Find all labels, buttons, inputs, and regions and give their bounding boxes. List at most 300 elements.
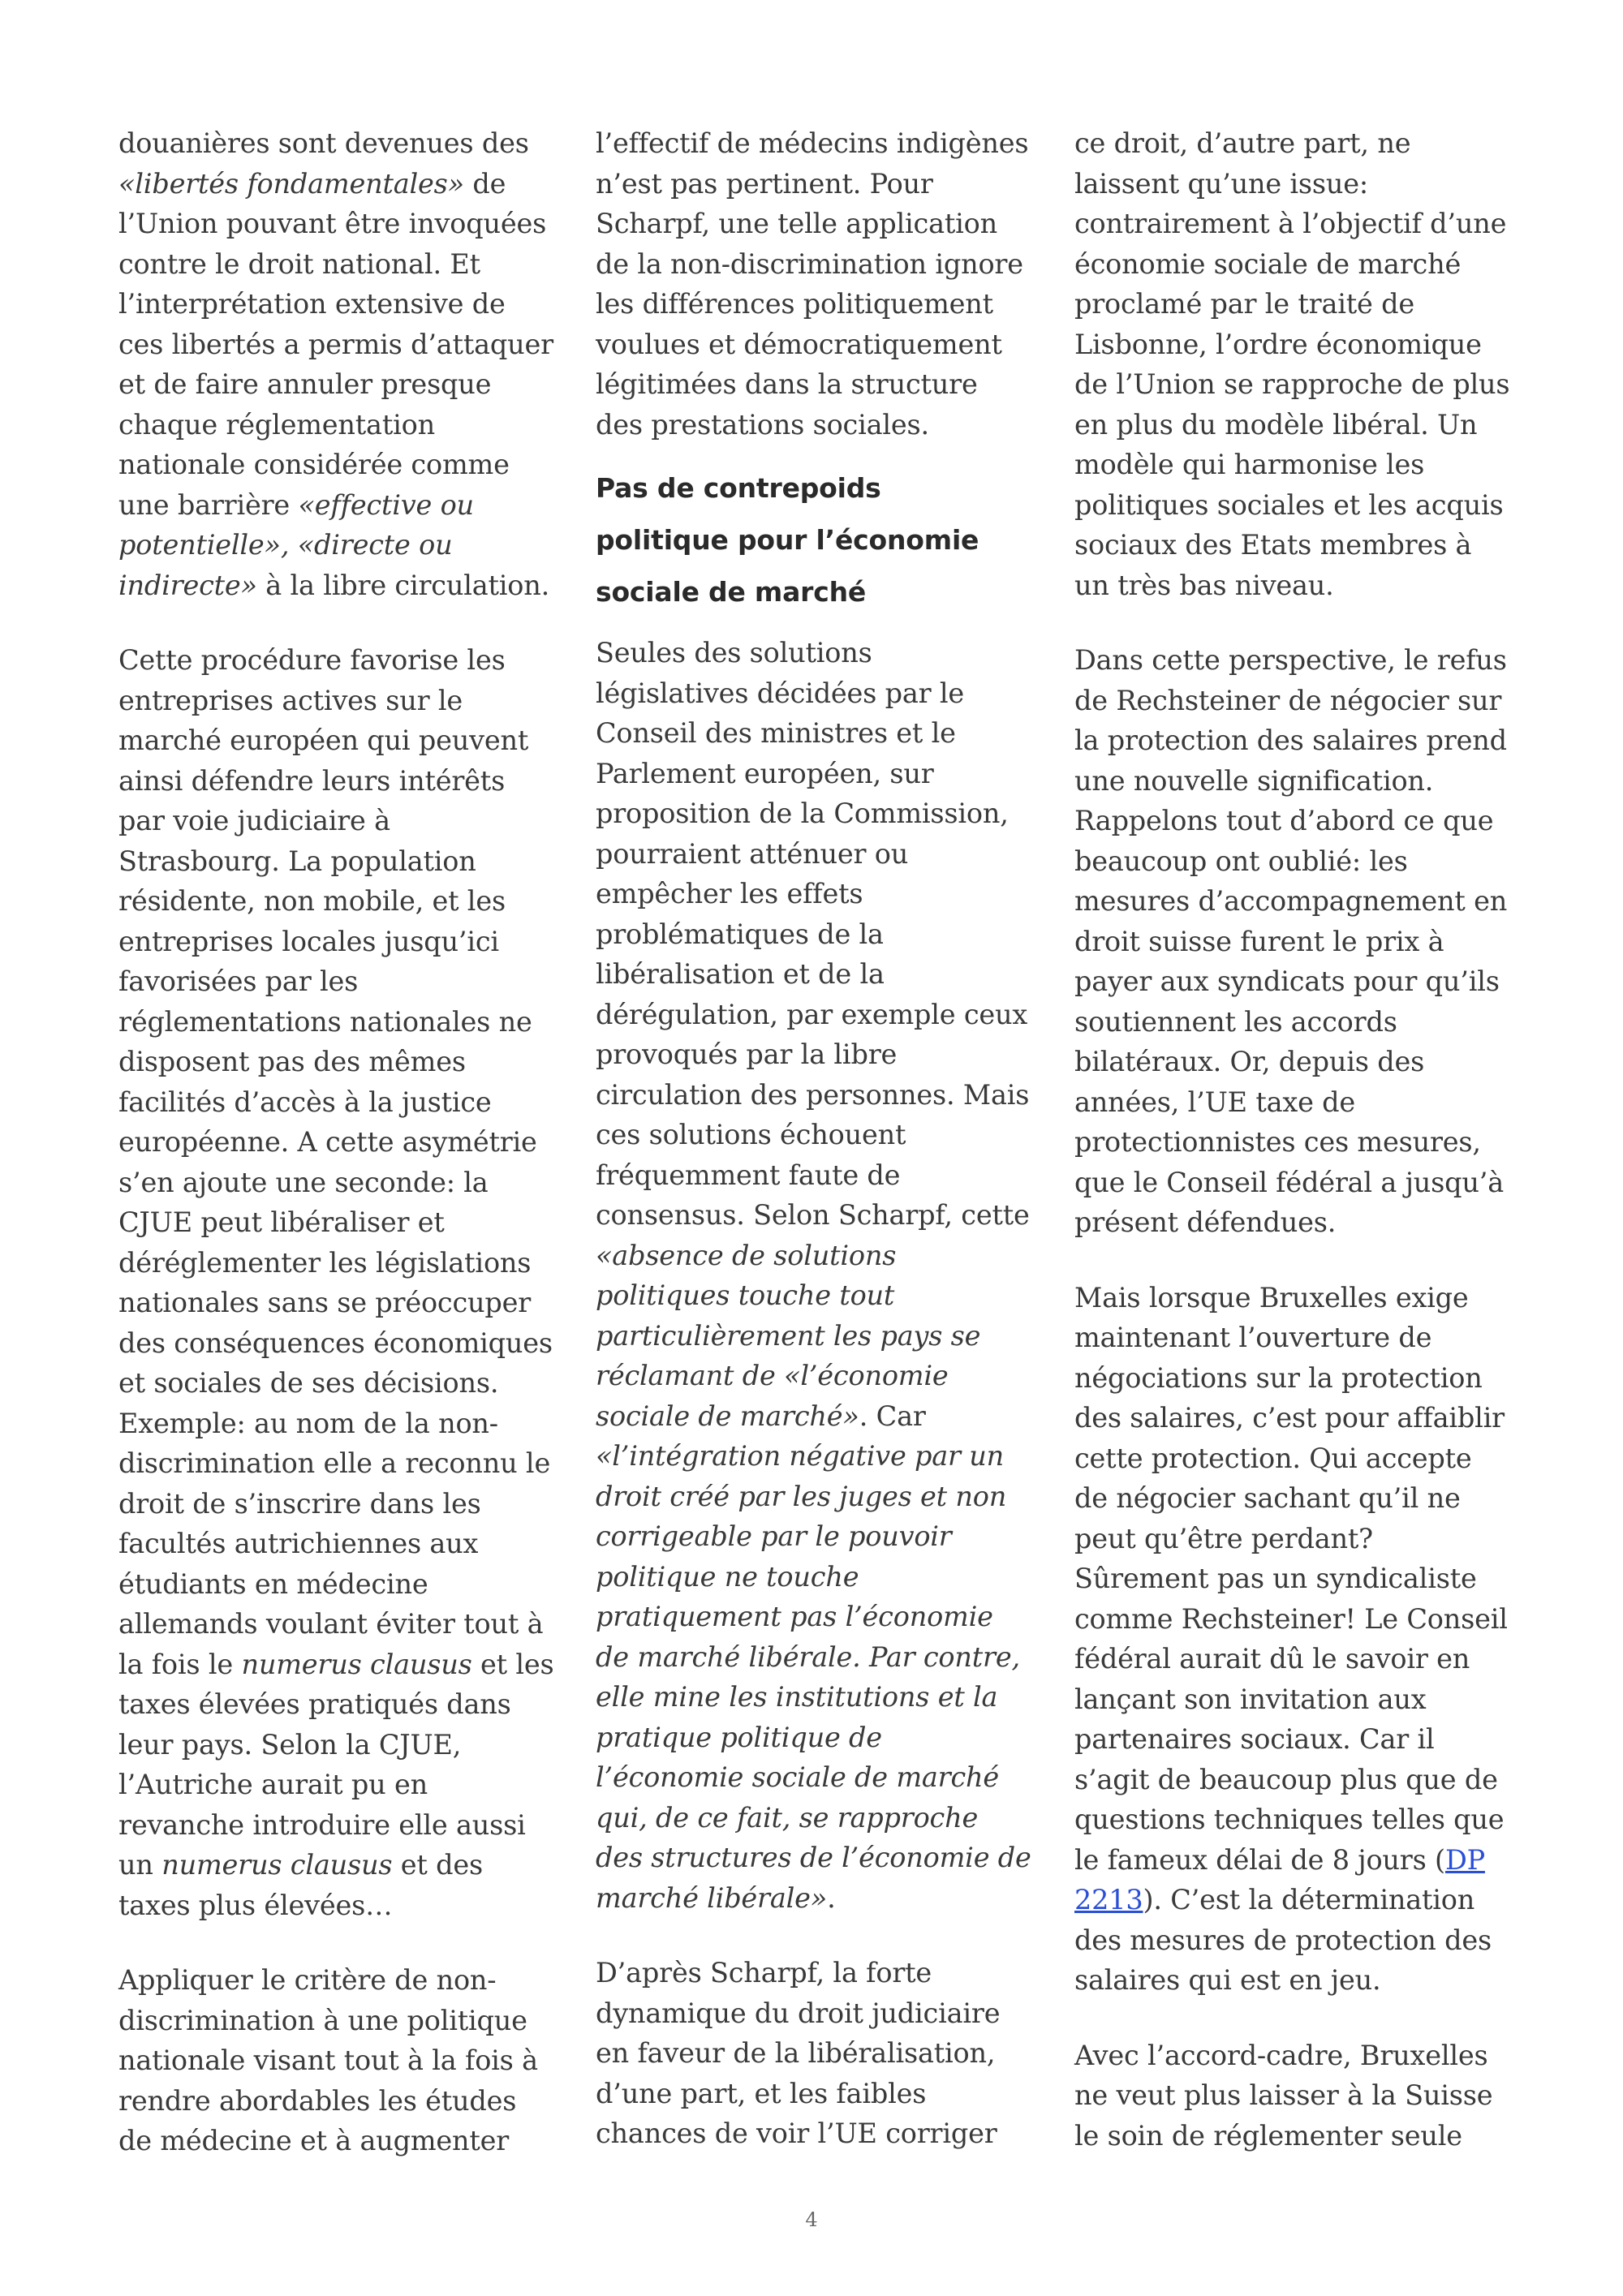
text-line (1074, 1163, 1522, 1203)
text-run: et les (471, 1648, 554, 1680)
text-line (596, 1316, 1044, 1357)
text-line (118, 961, 566, 1002)
text-run: droit suisse furent le prix à (1074, 925, 1444, 957)
text-line (596, 673, 1044, 714)
text-line (1074, 2036, 1522, 2076)
text-run: nationale visant tout à la fois à (118, 2044, 538, 2076)
text-run: beaucoup ont oublié: les (1074, 845, 1408, 877)
text-run: l’effectif de médecins indigènes (596, 127, 1029, 159)
text-run: salaires qui est en jeu. (1074, 1964, 1381, 1996)
text-run: la fois le (118, 1648, 242, 1680)
text-run: Parlement européen, sur (596, 757, 934, 789)
text-line (118, 2121, 566, 2161)
text-line (1074, 1960, 1522, 2001)
text-line (1074, 1760, 1522, 1800)
text-line (118, 1684, 566, 1725)
text-line (1074, 1278, 1522, 1318)
text-run: nationales sans se préoccuper (118, 1287, 532, 1318)
text-run: une nouvelle signification. (1074, 764, 1434, 797)
text-line (118, 525, 566, 565)
text-line (118, 640, 566, 681)
text-run: législatives décidées par le (596, 677, 965, 709)
text-line (118, 1363, 566, 1404)
section-heading (596, 462, 1044, 618)
text-line (596, 1275, 1044, 1316)
text-run: proposition de la Commission, (596, 798, 1009, 829)
italic-text: droit créé par les juges et non (596, 1480, 1007, 1512)
text-run: comme Rechsteiner! Le Conseil (1074, 1602, 1508, 1635)
column-1 (118, 123, 566, 2161)
text-run: de Rechsteiner de négocier sur (1074, 684, 1502, 716)
text-line (596, 1356, 1044, 1396)
text-line (596, 914, 1044, 955)
text-run: voulues et démocratiquement (596, 328, 1002, 360)
text-run: les différences politiquement (596, 288, 993, 320)
text-run: fréquemment faute de (596, 1159, 901, 1191)
text-line (596, 1236, 1044, 1276)
reference-link[interactable]: 2213 (1074, 1884, 1143, 1915)
text-run: douanières sont devenues des (118, 127, 529, 159)
text-run: Sûrement pas un syndicaliste (1074, 1563, 1477, 1594)
text-line (118, 164, 566, 204)
text-run: Strasbourg. La population (118, 845, 476, 877)
text-run: cette protection. Qui accepte (1074, 1442, 1472, 1474)
text-line (118, 1042, 566, 1082)
text-line (118, 1484, 566, 1524)
text-line (118, 1163, 566, 1203)
italic-text: de marché libérale. Par contre, (596, 1640, 1020, 1673)
text-run: bilatéraux. Or, depuis des (1074, 1046, 1425, 1077)
text-run: politiques sociales et les acquis (1074, 488, 1504, 521)
text-run: étudiants en médecine (118, 1567, 428, 1600)
text-line (118, 204, 566, 244)
text-line (596, 244, 1044, 285)
text-line (118, 1765, 566, 1805)
italic-text: corrigeable par le pouvoir (596, 1520, 952, 1552)
text-run: maintenant l’ouverture de (1074, 1322, 1432, 1353)
text-line (118, 123, 566, 164)
text-run: protectionnistes ces mesures, (1074, 1126, 1481, 1158)
text-run: Mais lorsque Bruxelles exige (1074, 1281, 1469, 1314)
text-run: à la libre circulation. (256, 569, 550, 601)
italic-text: particulièrement les pays se (596, 1319, 981, 1352)
text-line (1074, 761, 1522, 802)
text-run: ces libertés a permis d’attaquer (118, 328, 553, 360)
text-line (118, 1122, 566, 1163)
text-run: économie sociale de marché (1074, 247, 1462, 280)
italic-text: elle mine les institutions et la (596, 1681, 998, 1713)
text-run: une barrière (118, 488, 299, 521)
text-run: provoqués par la libre (596, 1038, 898, 1070)
text-run: ne veut plus laisser à la Suisse (1074, 2079, 1493, 2111)
text-line (1074, 801, 1522, 841)
text-run: chaque réglementation (118, 408, 435, 441)
text-run: ainsi défendre leurs intérêts (118, 764, 506, 797)
text-run: sociaux des Etats membres à (1074, 529, 1472, 561)
text-line (1074, 1599, 1522, 1640)
paragraph (596, 633, 1044, 1918)
text-line (118, 1323, 566, 1364)
text-line (1074, 1880, 1522, 1920)
text-run: l’interprétation extensive de (118, 288, 506, 320)
text-run: nationale considérée comme (118, 449, 510, 480)
text-line (118, 405, 566, 445)
text-line (118, 1283, 566, 1323)
text-line (1074, 525, 1522, 565)
paragraph (118, 123, 566, 605)
text-line (596, 325, 1044, 365)
text-run: questions techniques telles que (1074, 1804, 1505, 1835)
text-run: payer aux syndicats pour qu’ils (1074, 965, 1500, 997)
text-run: facilités d’accès à la justice (118, 1086, 492, 1118)
text-line (1074, 881, 1522, 922)
text-run: et sociales de ses décisions. (118, 1367, 499, 1399)
text-run: D’après Scharpf, la forte (596, 1957, 932, 1989)
text-line (118, 761, 566, 802)
text-run: droit de s’inscrire dans les (118, 1487, 481, 1520)
text-line (118, 1885, 566, 1926)
text-line (118, 1524, 566, 1564)
text-line (1074, 841, 1522, 882)
column-3 (1074, 123, 1522, 2156)
paragraph (596, 1953, 1044, 2154)
text-line (1074, 325, 1522, 365)
text-line (596, 1075, 1044, 1116)
text-run: des mesures de protection des (1074, 1924, 1492, 1956)
text-run: de la non-discrimination ignore (596, 247, 1023, 280)
text-line (1074, 123, 1522, 164)
text-line (596, 2033, 1044, 2074)
reference-link[interactable]: DP (1444, 1843, 1485, 1876)
text-run: Conseil des ministres et le (596, 717, 956, 749)
text-line (118, 1243, 566, 1283)
text-run: s’agit de beaucoup plus que de (1074, 1763, 1498, 1795)
text-run: leur pays. Selon la CJUE, (118, 1728, 462, 1761)
text-run: en faveur de la libéralisation, (596, 2037, 996, 2069)
text-line (118, 1725, 566, 1765)
text-run: Rappelons tout d’abord ce que (1074, 805, 1494, 836)
text-run: un très bas niveau. (1074, 569, 1334, 601)
text-run: entreprises locales jusqu’ici (118, 925, 499, 957)
text-run: Lisbonne, l’ordre économique (1074, 328, 1482, 360)
italic-text: «absence de solutions (596, 1239, 897, 1271)
text-run: mesures d’accompagnement en (1074, 885, 1508, 917)
italic-text: «l’intégration négative par un (596, 1440, 1005, 1472)
text-line (596, 1557, 1044, 1597)
text-line (596, 1477, 1044, 1517)
paragraph (1074, 640, 1522, 1243)
text-run: disposent pas des mêmes (118, 1046, 466, 1077)
text-run: pourraient atténuer ou (596, 837, 909, 870)
text-line (1074, 2075, 1522, 2116)
text-line (118, 565, 566, 606)
text-run: n’est pas pertinent. Pour (596, 167, 933, 200)
text-line (1074, 1002, 1522, 1043)
text-line (596, 284, 1044, 325)
text-line (118, 841, 566, 882)
italic-text: marché libérale» (596, 1881, 828, 1914)
text-run: ). C’est la détermination (1143, 1884, 1475, 1915)
text-line (596, 1396, 1044, 1437)
text-line (118, 1960, 566, 2001)
text-line (596, 164, 1044, 204)
text-line (1074, 565, 1522, 606)
text-run: par voie judiciaire à (118, 805, 390, 836)
text-line (1074, 405, 1522, 445)
paragraph (596, 123, 1044, 445)
text-line (596, 1516, 1044, 1557)
text-line (596, 1838, 1044, 1878)
text-line (596, 1993, 1044, 2034)
text-line (596, 834, 1044, 875)
italic-text: réclamant de «l’économie (596, 1360, 949, 1391)
text-line (1074, 164, 1522, 204)
text-line (596, 713, 1044, 754)
page-number: 4 (805, 2208, 818, 2231)
text-line (596, 1436, 1044, 1477)
text-run: discrimination elle a reconnu le (118, 1447, 551, 1479)
text-run: ce droit, d’autre part, ne (1074, 127, 1411, 159)
italic-text: indirecte» (118, 569, 257, 601)
text-run: CJUE peut libéraliser et (118, 1206, 445, 1238)
italic-text: numerus clausus (161, 1849, 393, 1881)
text-line (1074, 445, 1522, 485)
text-line (596, 1637, 1044, 1678)
text-run: années, l’UE taxe de (1074, 1086, 1356, 1118)
text-run: problématiques de la (596, 918, 884, 950)
italic-text: «effective ou (298, 488, 474, 521)
text-run: Appliquer le critère de non- (118, 1964, 497, 1996)
text-line (596, 995, 1044, 1035)
text-line (596, 754, 1044, 794)
text-line (1074, 961, 1522, 1002)
text-run: marché européen qui peuvent (118, 724, 529, 756)
text-run: empêcher les effets (596, 878, 863, 909)
paragraph (1074, 1278, 1522, 2001)
text-line (118, 720, 566, 761)
text-run: d’une part, et les faibles (596, 2077, 927, 2109)
text-run: s’en ajoute une seconde: la (118, 1166, 489, 1198)
text-line (118, 1845, 566, 1885)
text-run: . (827, 1881, 836, 1914)
text-line (1074, 1840, 1522, 1881)
text-line (118, 1443, 566, 1484)
text-line (596, 2074, 1044, 2114)
text-run: Exemple: au nom de la non- (118, 1407, 498, 1439)
text-line (596, 1034, 1044, 1075)
text-run: européenne. A cette asymétrie (118, 1126, 537, 1158)
text-line (118, 445, 566, 485)
text-line (1074, 1122, 1522, 1163)
text-run: de l’Union se rapproche de plus (1074, 368, 1510, 400)
text-run: en plus du modèle libéral. Un (1074, 408, 1478, 441)
text-run: Seules des solutions (596, 637, 872, 669)
text-line (1074, 922, 1522, 962)
text-run: libéralisation et de la (596, 958, 885, 990)
text-line (118, 2001, 566, 2041)
text-run: et de faire annuler presque (118, 368, 492, 400)
text-run: le fameux délai de 8 jours ( (1074, 1843, 1445, 1876)
text-run: la protection des salaires prend (1074, 724, 1507, 756)
text-line (1074, 1920, 1522, 1961)
text-run: revanche introduire elle aussi (118, 1808, 526, 1841)
text-run: facultés autrichiennes aux (118, 1528, 479, 1559)
text-run: chances de voir l’UE corriger (596, 2118, 997, 2149)
column-2 (596, 123, 1044, 2154)
italic-text: potentielle», «directe ou (118, 529, 453, 561)
text-line (596, 1115, 1044, 1155)
text-run: présent défendues. (1074, 1206, 1337, 1238)
text-line (1074, 1202, 1522, 1243)
text-line (118, 284, 566, 325)
text-line (596, 1677, 1044, 1718)
text-run: des prestations sociales. (596, 408, 929, 441)
italic-text: politiques touche tout (596, 1279, 895, 1311)
text-line (1074, 1639, 1522, 1679)
text-run: . Car (859, 1400, 926, 1432)
text-line (1074, 1042, 1522, 1082)
text-run: entreprises actives sur le (118, 684, 463, 716)
text-line (596, 1195, 1044, 1236)
text-line (118, 881, 566, 922)
text-line (1074, 364, 1522, 405)
italic-text: pratiquement pas l’économie (596, 1601, 993, 1632)
text-run: un (118, 1849, 162, 1881)
text-line (596, 405, 1044, 445)
text-line (1074, 244, 1522, 285)
text-line (1074, 204, 1522, 244)
text-line (118, 485, 566, 526)
text-run: Scharpf, une telle application (596, 208, 997, 239)
text-line (118, 2040, 566, 2081)
text-line (1074, 1559, 1522, 1599)
text-line (596, 1878, 1044, 1919)
text-run: peut qu’être perdant? (1074, 1522, 1373, 1554)
text-run: discrimination à une politique (118, 2004, 527, 2036)
text-run: partenaires sociaux. Car il (1074, 1723, 1435, 1755)
text-line (596, 1757, 1044, 1798)
text-line (596, 633, 1044, 673)
text-run: négociations sur la protection (1074, 1361, 1483, 1394)
text-line (1074, 1082, 1522, 1123)
text-run: et des (392, 1849, 484, 1881)
text-run: consensus. Selon Scharpf, cette (596, 1199, 1030, 1231)
text-line (118, 1002, 566, 1043)
text-line (596, 793, 1044, 834)
text-line (1074, 720, 1522, 761)
italic-text: numerus clausus (241, 1648, 472, 1680)
text-line (596, 954, 1044, 995)
text-run: le soin de réglementer seule (1074, 2119, 1462, 2152)
text-line (118, 801, 566, 841)
text-line (596, 874, 1044, 914)
paragraph (1074, 2036, 1522, 2156)
text-run: soutiennent les accords (1074, 1005, 1397, 1038)
text-line (1074, 1799, 1522, 1840)
text-run: laissent qu’une issue: (1074, 167, 1368, 200)
text-run: que le Conseil fédéral a jusqu’à (1074, 1166, 1505, 1198)
text-run: des salaires, c’est pour affaiblir (1074, 1402, 1505, 1434)
text-line (118, 244, 566, 285)
text-line (1074, 485, 1522, 526)
text-line (118, 325, 566, 365)
text-line (596, 1953, 1044, 1993)
text-run: l’Autriche aurait pu en (118, 1769, 428, 1800)
text-line (596, 364, 1044, 405)
text-run: Dans cette perspective, le refus (1074, 644, 1507, 676)
text-run: contrairement à l’objectif d’une (1074, 208, 1507, 239)
heading-line: sociale de marché (596, 576, 867, 608)
text-line (1074, 640, 1522, 681)
text-run: contre le droit national. Et (118, 247, 480, 280)
text-line (1074, 681, 1522, 721)
text-run: lançant son invitation aux (1074, 1683, 1427, 1715)
text-line (596, 204, 1044, 244)
text-line (118, 2081, 566, 2122)
text-run: proclamé par le traité de (1074, 288, 1414, 320)
text-run: rendre abordables les études (118, 2084, 517, 2117)
text-line (118, 681, 566, 721)
text-line (1074, 1478, 1522, 1519)
text-run: déréglementer les législations (118, 1246, 532, 1279)
text-run: allemands voulant éviter tout à (118, 1608, 544, 1640)
text-line (1074, 1519, 1522, 1559)
text-run: l’Union pouvant être invoquées (118, 208, 547, 239)
text-line (596, 2113, 1044, 2154)
paragraph (1074, 123, 1522, 605)
text-run: dérégulation, par exemple ceux (596, 998, 1028, 1030)
italic-text: l’économie sociale de marché (596, 1761, 1000, 1793)
text-run: taxes élevées pratiqués dans (118, 1688, 511, 1720)
text-line (118, 1202, 566, 1243)
paragraph (118, 640, 566, 1925)
text-run: des conséquences économiques (118, 1326, 553, 1359)
heading-line: Pas de contrepoids (596, 472, 881, 504)
text-line (1074, 1398, 1522, 1438)
text-line (1074, 1438, 1522, 1479)
text-line (1074, 2116, 1522, 2156)
heading-line: politique pour l’économie (596, 524, 979, 556)
text-line (596, 123, 1044, 164)
text-run: réglementations nationales ne (118, 1005, 532, 1038)
italic-text: politique ne touche (596, 1560, 859, 1593)
text-line (1074, 1719, 1522, 1760)
text-line (118, 1645, 566, 1685)
text-run: fédéral aurait dû le savoir en (1074, 1643, 1470, 1675)
text-line (118, 1404, 566, 1444)
text-run: modèle qui harmonise les (1074, 449, 1425, 480)
text-line (1074, 1358, 1522, 1399)
text-line (1074, 284, 1522, 325)
text-run: de négocier sachant qu’il ne (1074, 1482, 1461, 1514)
italic-text: «libertés fondamentales» (118, 167, 464, 200)
text-line (596, 1718, 1044, 1758)
text-run: légitimées dans la structure (596, 368, 978, 400)
italic-text: sociale de marché» (596, 1400, 859, 1432)
text-line (118, 1805, 566, 1846)
text-run: résidente, non mobile, et les (118, 885, 506, 917)
text-run: taxes plus élevées… (118, 1889, 393, 1921)
text-line (1074, 1318, 1522, 1358)
text-line (118, 1564, 566, 1605)
text-run: circulation des personnes. Mais (596, 1078, 1030, 1111)
text-line (118, 922, 566, 962)
text-run: Avec l’accord-cadre, Bruxelles (1074, 2039, 1488, 2071)
text-line (1074, 1679, 1522, 1720)
italic-text: des structures de l’économie de (596, 1842, 1031, 1873)
italic-text: pratique politique de (596, 1721, 882, 1753)
text-run: favorisées par les (118, 965, 359, 997)
